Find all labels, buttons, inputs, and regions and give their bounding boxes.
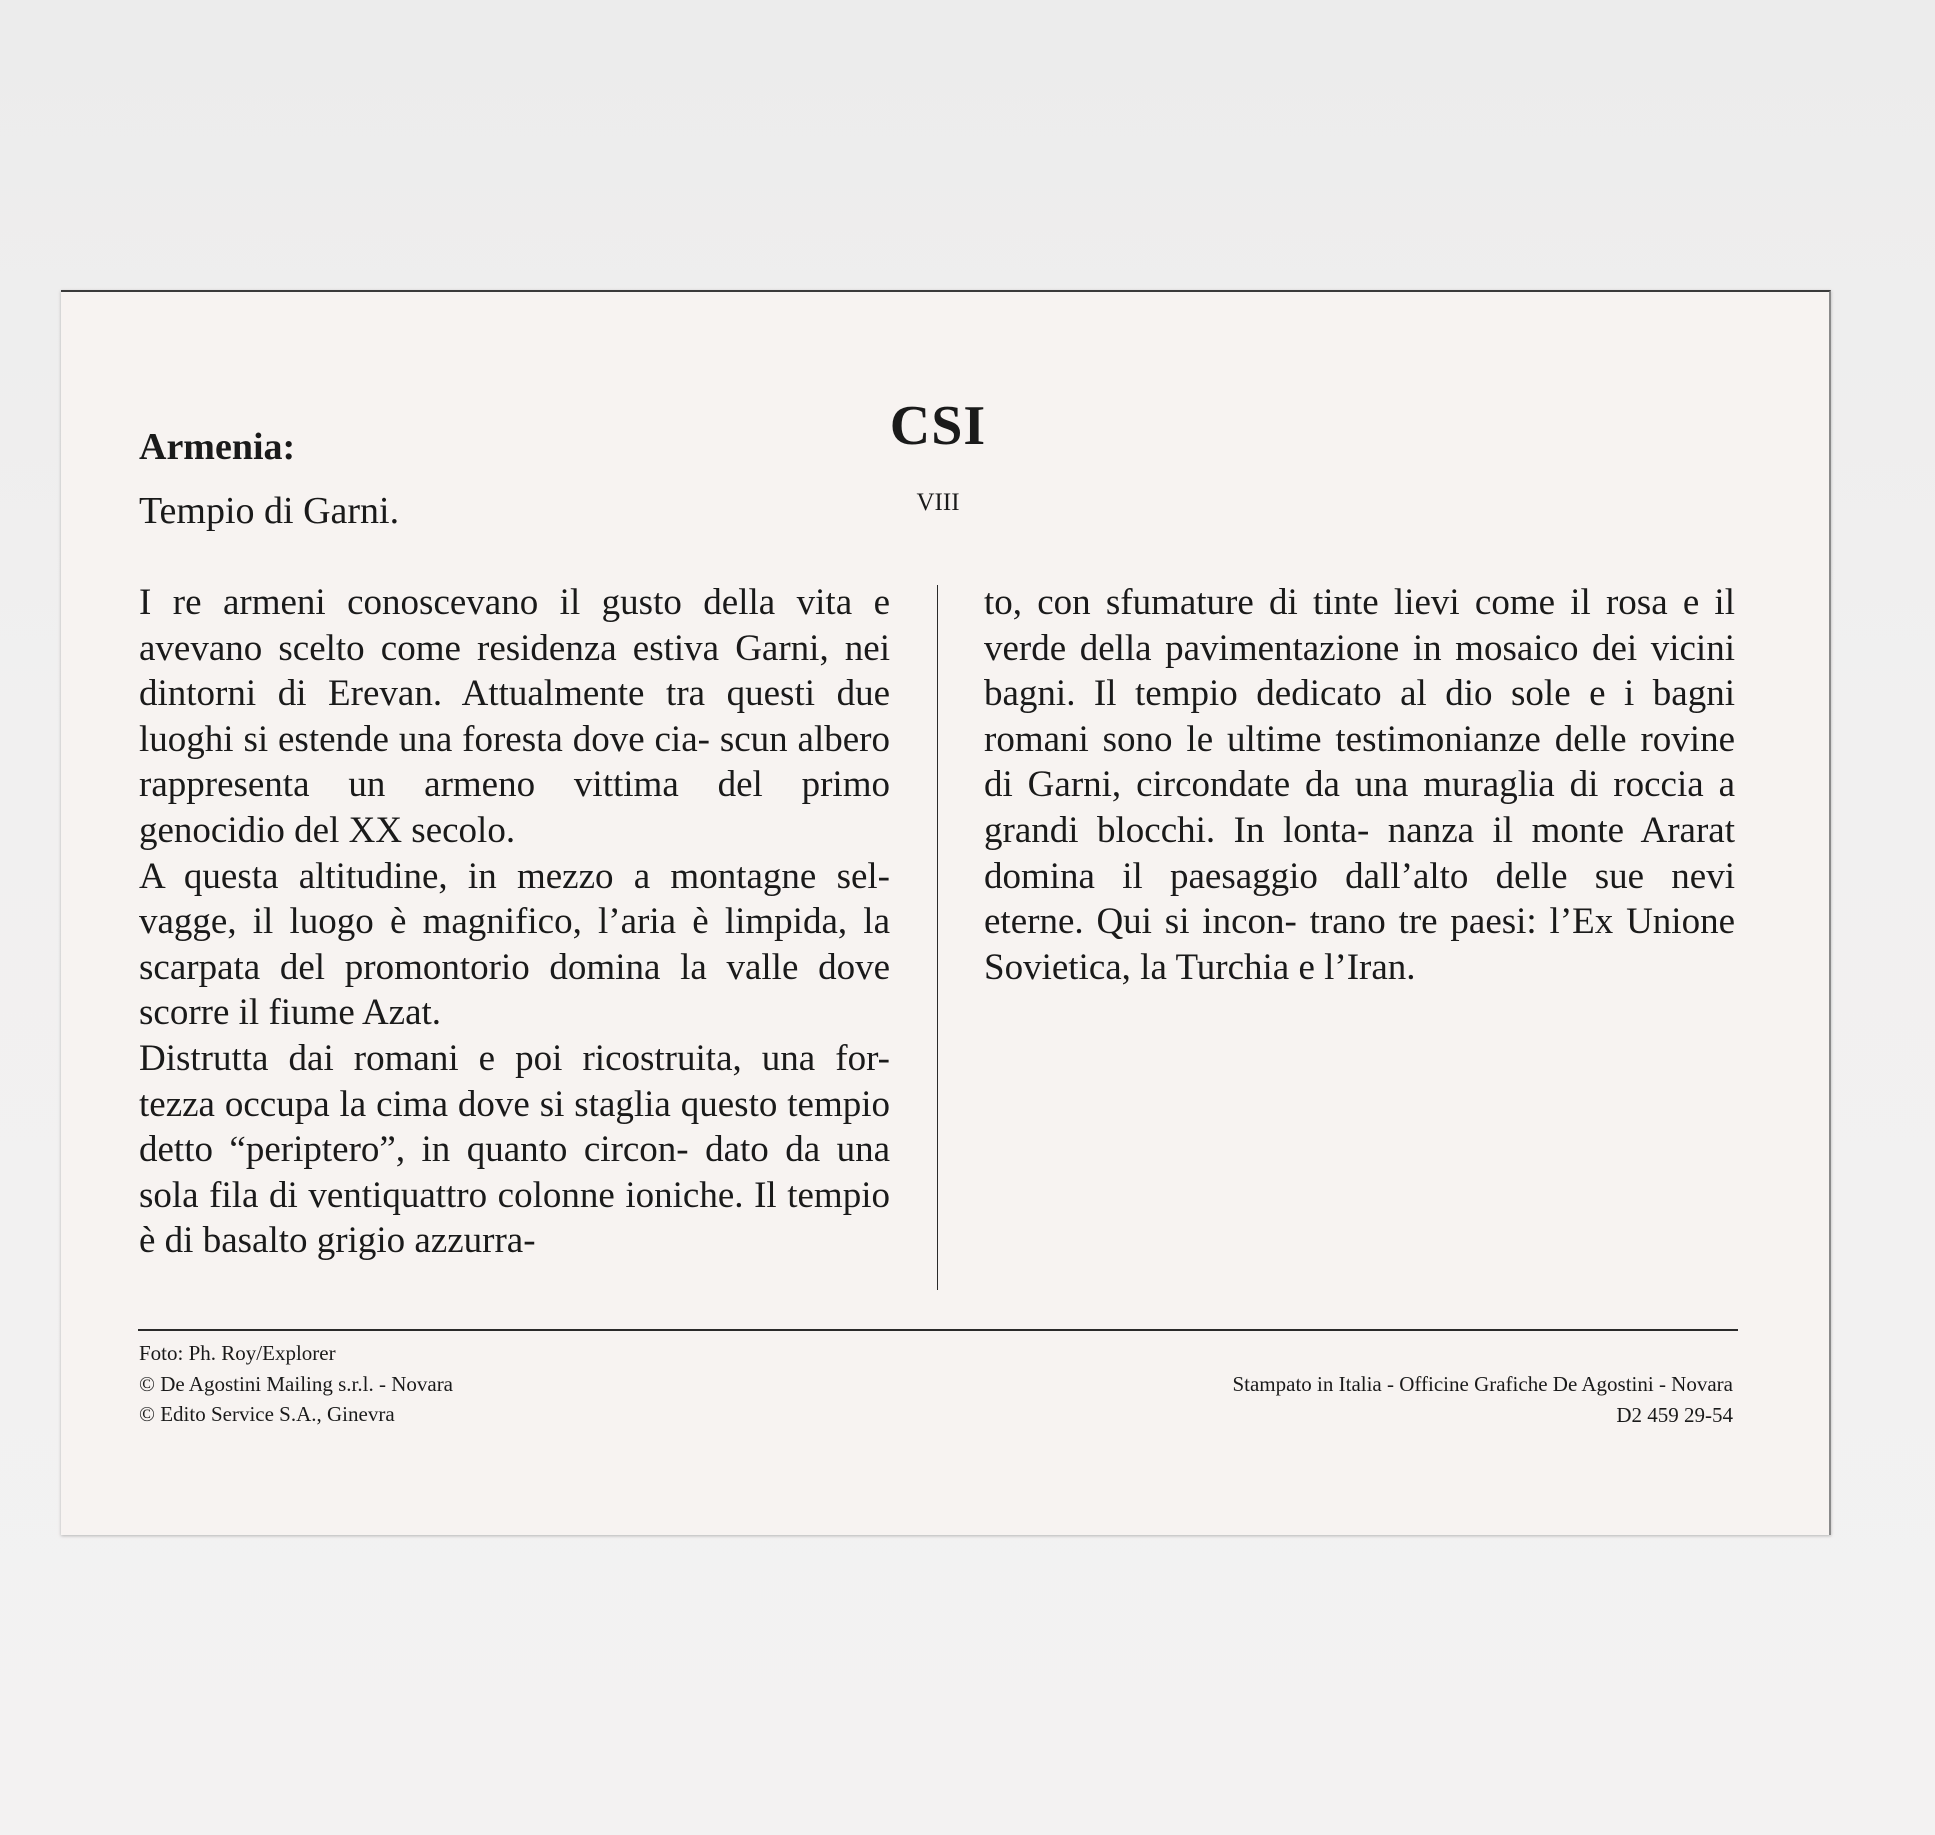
paragraph: Distrutta dai romani e poi ricostruita, una for- tezza occupa la cima dove si staglia questo tempio detto “periptero”, in quanto circon- dato da una sola fila di ventiquattro colonne ioniche. Il tempio è di basalto grigio azzurra- xyxy=(139,1037,890,1262)
photo-credits xyxy=(139,1338,453,1430)
printer-line: Stampato in Italia - Officine Grafiche De Agostini - Novara xyxy=(1232,1372,1733,1396)
place-subheading: Tempio di Garni. xyxy=(139,490,400,532)
left-text-column xyxy=(139,580,890,1264)
series-title: CSI xyxy=(889,395,987,457)
paragraph: I re armeni conoscevano il gusto della vita e avevano scelto come residenza estiva Garni, nei dintorni di Erevan. Attualmente tra questi due luoghi si estende una foresta dove cia- scun albero rappresenta un armeno vittima del primo genocidio del XX secolo. xyxy=(139,582,890,851)
product-code: D2 459 29-54 xyxy=(1616,1402,1733,1427)
column-divider xyxy=(937,585,938,1290)
paragraph: to, con sfumature di tinte lievi come il rosa e il verde della pavimentazione in mosaico dei vicini bagni. Il tempio dedicato al dio sole e i bagni romani sono le ultime testimonianze delle rovine di Garni, circondate da una muraglia di roccia a grandi blocchi. In lonta- nanza il monte Ararat domina il paesaggio dall’alto delle sue nevi eterne. Qui si incon- trano tre paesi: l’Ex Unione Sovietica, la Turchia e l’Iran. xyxy=(984,582,1735,988)
credit-line: Foto: Ph. Roy/Explorer xyxy=(139,1341,336,1365)
footer-divider xyxy=(138,1329,1738,1331)
credit-line: © Edito Service S.A., Ginevra xyxy=(139,1402,395,1426)
print-info xyxy=(1232,1369,1733,1430)
paragraph: A questa altitudine, in mezzo a montagne sel- vagge, il luogo è magnifico, l’aria è limpida, la scarpata del promontorio domina la valle dove scorre il fiume Azat. xyxy=(139,855,890,1034)
right-text-column xyxy=(984,580,1735,990)
credit-line: © De Agostini Mailing s.r.l. - Novara xyxy=(139,1371,454,1396)
country-heading: Armenia: xyxy=(139,426,296,468)
series-number: VIII xyxy=(916,489,960,516)
